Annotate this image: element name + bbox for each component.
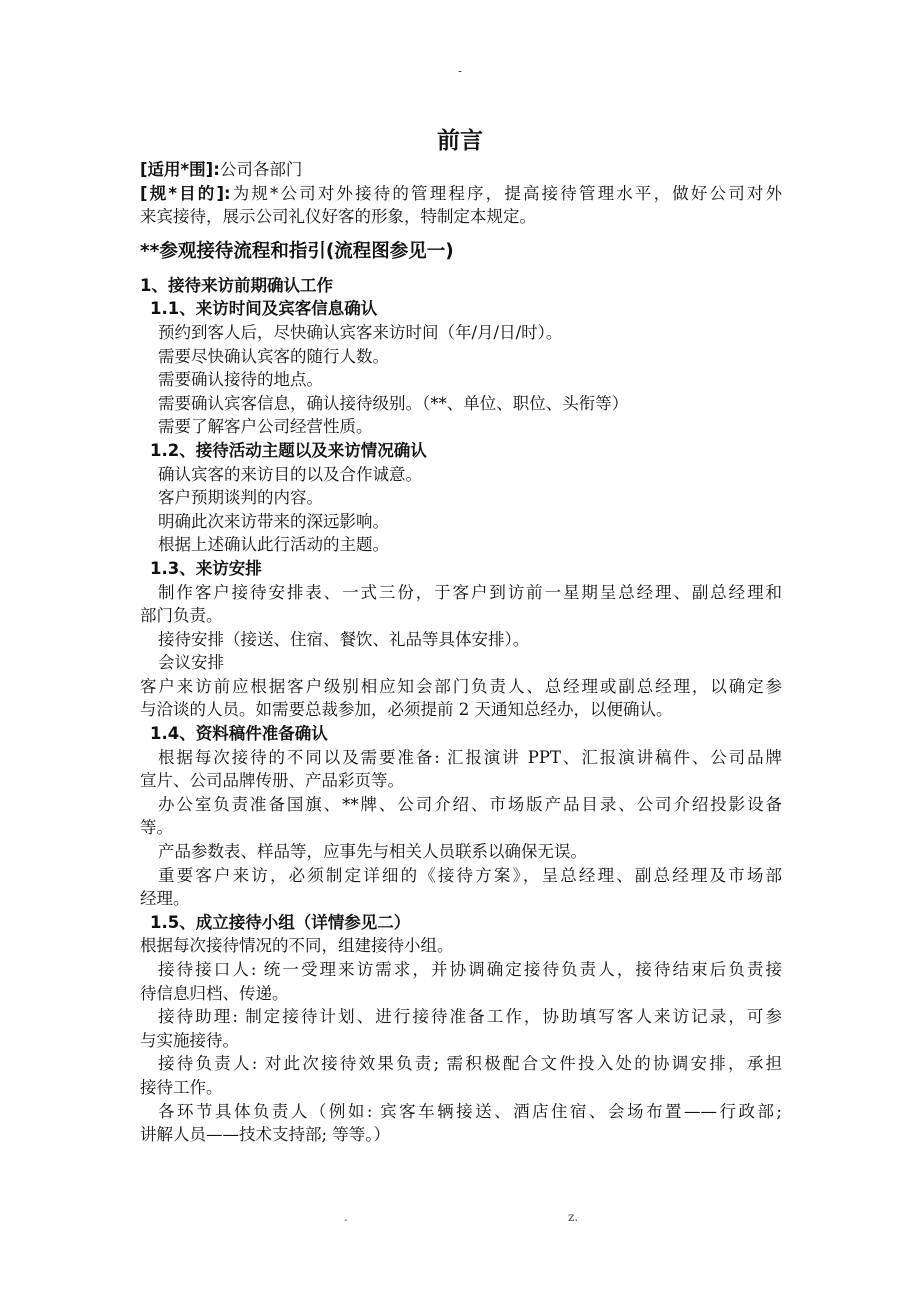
paragraph-line: 宣片、公司品牌传册、产品彩页等。 xyxy=(140,771,404,791)
paragraph-line: 讲解人员——技术支持部; 等等。） xyxy=(140,1125,391,1145)
paragraph-line: 产品参数表、样品等，应事先与相关人员联系以确保无误。 xyxy=(158,842,587,862)
paragraph-line: 部门负责。 xyxy=(140,606,223,626)
list-item: 预约到客人后，尽快确认宾客来访时间（年/月/日/时）。 xyxy=(158,322,563,342)
scope-text: 公司各部门 xyxy=(219,160,303,179)
paragraph-line: 接待接口人: 统一受理来访需求，并协调确定接待负责人，接待结束后负责接 xyxy=(158,960,782,979)
list-item: 客户预期谈判的内容。 xyxy=(158,488,323,508)
paragraph-line: 经理。 xyxy=(140,889,190,909)
purpose-line-2: 来宾接待，展示公司礼仪好客的形象，特制定本规定。 xyxy=(140,207,536,227)
purpose-label: [规*目的]: xyxy=(140,183,231,203)
list-item: 需要尽快确认宾客的随行人数。 xyxy=(158,346,389,366)
paragraph-line: 接待工作。 xyxy=(140,1077,223,1097)
paragraph-line: 接待安排（接送、住宿、餐饮、礼品等具体安排）。 xyxy=(158,629,530,649)
section-1-5-heading: 1.5、成立接待小组（详情参见二） xyxy=(150,912,411,932)
page-footer-right: z. xyxy=(568,1210,579,1224)
paragraph-line: 重要客户来访，必须制定详细的《接待方案》，呈总经理、副总经理及市场部 xyxy=(158,865,782,885)
list-item: 根据上述确认此行活动的主题。 xyxy=(158,535,389,555)
paragraph-line: 待信息归档、传递。 xyxy=(140,983,289,1003)
purpose-text-1: 为规*公司对外接待的管理程序，提高接待管理水平，做好公司对外 xyxy=(230,183,782,203)
paragraph-line: 根据每次接待的不同以及需要准备: 汇报演讲 PPT、汇报演讲稿件、公司品牌 xyxy=(158,747,782,767)
section-1-3-heading: 1.3、来访安排 xyxy=(150,558,262,578)
paragraph-line: 接待负责人: 对此次接待效果负责; 需积极配合文件投入处的协调安排，承担 xyxy=(158,1054,782,1074)
paragraph-line: 根据每次接待情况的不同，组建接待小组。 xyxy=(140,936,454,956)
paragraph-line: 接待助理: 制定接待计划、进行接待准备工作，协助填写客人来访记录，可参 xyxy=(158,1007,782,1027)
paragraph-line: 各环节具体负责人（例如: 宾客车辆接送、酒店住宿、会场布置——行政部; xyxy=(158,1101,782,1121)
paragraph-line: 客户来访前应根据客户级别相应知会部门负责人、总经理或副总经理，以确定参 xyxy=(140,676,782,696)
section-1-4-heading: 1.4、资料稿件准备确认 xyxy=(150,724,328,744)
scope-label: [适用*围]: xyxy=(140,160,220,179)
paragraph-line: 办公室负责准备国旗、**牌、公司介绍、市场版产品目录、公司介绍投影设备 xyxy=(158,794,782,814)
paragraph-line: 会议安排 xyxy=(158,653,224,673)
paragraph-line: 与实施接待。 xyxy=(140,1030,239,1050)
paragraph-line: 制作客户接待安排表、一式三份，于客户到访前一星期呈总经理、副总经理和 xyxy=(158,582,782,602)
page-footer-left: . xyxy=(344,1210,348,1224)
section-1-heading: 1、接待来访前期确认工作 xyxy=(140,275,333,295)
scope-line xyxy=(140,158,782,182)
main-heading: **参观接待流程和指引(流程图参见一) xyxy=(140,240,454,262)
paragraph-line: 等。 xyxy=(140,818,173,838)
list-item: 需要确认宾客信息，确认接待级别。（**、单位、职位、头衔等） xyxy=(158,393,629,413)
list-item: 确认宾客的来访目的以及合作诚意。 xyxy=(158,464,422,484)
section-1-2-heading: 1.2、接待活动主题以及来访情况确认 xyxy=(150,440,427,460)
section-1-1-heading: 1.1、来访时间及宾客信息确认 xyxy=(150,299,378,319)
page-header-mark: - xyxy=(457,64,463,78)
page-title: 前言 xyxy=(437,128,483,154)
document-body xyxy=(140,158,782,1147)
list-item: 需要了解客户公司经营性质。 xyxy=(158,417,373,437)
list-item: 明确此次来访带来的深远影响。 xyxy=(158,511,389,531)
purpose-line-1 xyxy=(140,182,782,206)
paragraph-line: 与洽谈的人员。如需要总裁参加，必须提前 2 天通知总经办，以便确认。 xyxy=(140,700,673,720)
list-item: 需要确认接待的地点。 xyxy=(158,370,323,390)
